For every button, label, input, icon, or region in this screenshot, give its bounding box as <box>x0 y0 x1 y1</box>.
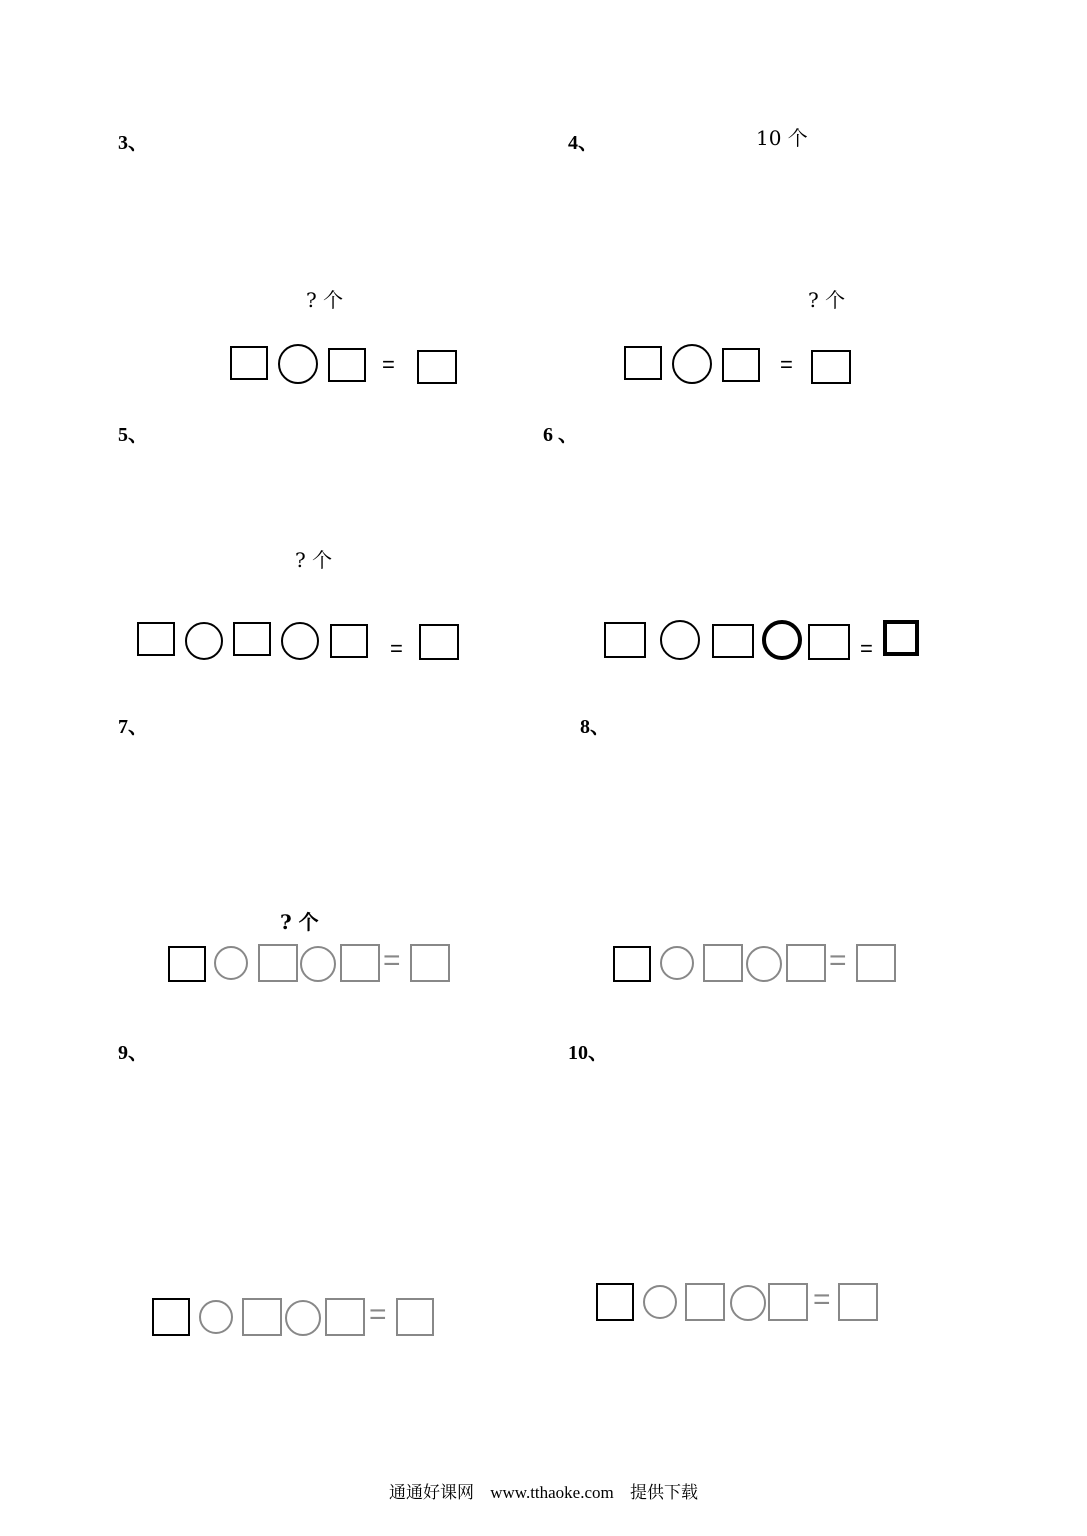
circle-icon <box>173 443 211 481</box>
smiley-face-icon <box>378 813 408 843</box>
answer-box[interactable] <box>712 624 754 658</box>
circle-icon <box>230 443 268 481</box>
problem-7-number: 7、 <box>118 716 148 738</box>
result-box[interactable] <box>417 350 457 384</box>
answer-box[interactable] <box>604 622 646 658</box>
circle-icon <box>419 479 457 517</box>
peach-icon <box>587 242 619 281</box>
answer-box[interactable] <box>624 346 662 380</box>
footer-site: 通通好课网 <box>389 1483 474 1503</box>
problem-4-count-label: ? 个 <box>808 288 846 312</box>
pie-icon <box>706 442 738 468</box>
pepper-icon <box>679 820 699 854</box>
star-icon <box>238 1134 274 1178</box>
answer-box[interactable] <box>340 944 380 982</box>
smiley-face-icon <box>422 780 452 810</box>
problem-10-number: 10、 <box>568 1042 608 1064</box>
circle-icon <box>136 479 174 517</box>
star-icon <box>281 1196 317 1240</box>
circle-icon <box>304 479 342 517</box>
operator-circle[interactable] <box>746 946 782 982</box>
apple-icon <box>399 128 445 190</box>
answer-box[interactable] <box>328 348 366 382</box>
peach-icon <box>624 194 656 233</box>
answer-box[interactable] <box>230 346 268 380</box>
circle-icon <box>681 1122 711 1152</box>
result-box[interactable] <box>856 944 896 982</box>
answer-box[interactable] <box>808 624 850 660</box>
circle-icon <box>267 479 305 517</box>
answer-box[interactable] <box>242 1298 282 1336</box>
operator-circle[interactable] <box>185 622 223 660</box>
answer-box[interactable] <box>768 1283 808 1321</box>
equals-sign: = <box>780 352 793 377</box>
circle-icon <box>230 479 268 517</box>
smiley-face-icon <box>303 780 333 810</box>
pepper-icon <box>658 820 678 854</box>
operator-circle[interactable] <box>278 344 318 384</box>
problem-3-number: 3、 <box>118 132 148 154</box>
operator-circle[interactable] <box>672 344 712 384</box>
answer-box[interactable] <box>685 1283 725 1321</box>
answer-box[interactable] <box>258 944 298 982</box>
star-icon <box>177 1134 213 1178</box>
equals-sign: = <box>382 352 395 377</box>
circle-icon <box>173 479 211 517</box>
answer-box[interactable] <box>330 624 368 658</box>
star-icon <box>281 1134 317 1178</box>
circle-icon <box>382 443 420 481</box>
peach-icon <box>624 242 656 281</box>
apple-icon <box>380 184 426 246</box>
problem-8-number: 8、 <box>580 716 610 738</box>
circle-icon <box>753 1221 783 1251</box>
problem-9-number: 9、 <box>118 1042 148 1064</box>
pie-icon <box>763 501 795 527</box>
pie-icon <box>649 442 681 468</box>
pie-icon <box>649 501 681 527</box>
answer-box[interactable] <box>596 1283 634 1321</box>
pie-icon <box>592 501 624 527</box>
answer-box[interactable] <box>233 622 271 656</box>
apple-icon <box>265 128 311 190</box>
problem-5-count-label: ? 个 <box>295 548 333 572</box>
circle-icon <box>136 443 174 481</box>
smiley-face-icon <box>216 780 246 810</box>
star-icon <box>177 1196 213 1240</box>
problem-3-count-label: ? 个 <box>306 288 344 312</box>
answer-box[interactable] <box>325 1298 365 1336</box>
apple-icon <box>221 126 267 188</box>
equals-sign: = <box>813 1283 831 1316</box>
star-icon <box>238 1196 274 1240</box>
problem-4-number: 4、 <box>568 132 598 154</box>
answer-box[interactable] <box>722 348 760 382</box>
square-icon <box>768 1124 798 1154</box>
operator-circle[interactable] <box>762 620 802 660</box>
pie-icon <box>876 503 908 529</box>
circle-icon <box>824 1207 854 1237</box>
problem-6-number: 6 、 <box>543 424 578 446</box>
result-box[interactable] <box>811 350 851 384</box>
operator-circle[interactable] <box>660 620 700 660</box>
peach-icon <box>587 194 619 233</box>
apple-icon <box>308 132 354 194</box>
result-box[interactable] <box>396 1298 434 1336</box>
apple-icon <box>429 182 475 244</box>
operator-circle[interactable] <box>199 1300 233 1334</box>
pepper-icon <box>835 822 855 856</box>
footer-url[interactable]: www.tthaoke.com <box>490 1483 614 1502</box>
answer-box[interactable] <box>613 946 651 982</box>
circle-icon <box>304 443 342 481</box>
circle-icon <box>382 479 420 517</box>
smiley-face-icon <box>156 780 186 810</box>
pepper-icon <box>811 820 831 854</box>
answer-box[interactable] <box>703 944 743 982</box>
result-box[interactable] <box>838 1283 878 1321</box>
apple-icon <box>289 186 335 248</box>
smiley-face-icon <box>141 813 171 843</box>
equals-sign: = <box>829 944 847 977</box>
smiley-face-icon <box>274 780 304 810</box>
equals-sign: = <box>390 636 403 661</box>
answer-box[interactable] <box>137 622 175 656</box>
operator-circle[interactable] <box>730 1285 766 1321</box>
smiley-face-icon <box>288 811 318 841</box>
smiley-face-icon <box>393 780 423 810</box>
apple-icon <box>175 132 221 194</box>
pie-icon <box>592 442 624 468</box>
operator-circle[interactable] <box>285 1300 321 1336</box>
smiley-face-icon <box>333 780 363 810</box>
operator-circle[interactable] <box>643 1285 677 1319</box>
smiley-face-icon <box>245 780 275 810</box>
answer-box[interactable] <box>786 944 826 982</box>
pepper-icon <box>821 854 841 888</box>
circle-icon <box>694 1171 724 1201</box>
result-box[interactable] <box>883 620 919 656</box>
equals-sign: = <box>369 1298 387 1331</box>
smiley-face-icon <box>171 813 201 843</box>
problem-4-total-label: 10 个 <box>756 126 808 150</box>
circle-icon <box>267 443 305 481</box>
answer-box[interactable] <box>152 1298 190 1336</box>
operator-circle[interactable] <box>660 946 694 980</box>
pie-icon <box>763 442 795 468</box>
smiley-face-icon <box>436 813 466 843</box>
circle-icon <box>455 443 493 481</box>
smiley-face-icon <box>407 813 437 843</box>
operator-circle[interactable] <box>281 622 319 660</box>
footer-note: 提供下载 <box>629 1483 698 1503</box>
smiley-face-icon <box>230 811 260 841</box>
smiley-face-icon <box>317 811 347 841</box>
equals-sign: = <box>383 944 401 977</box>
smiley-face-icon <box>259 811 289 841</box>
apple-icon <box>198 188 244 250</box>
circle-icon <box>813 1157 843 1187</box>
answer-box[interactable] <box>168 946 206 982</box>
square-icon <box>649 1184 679 1214</box>
equals-sign: = <box>860 636 873 661</box>
operator-circle[interactable] <box>300 946 336 982</box>
pie-icon <box>876 440 908 466</box>
pie-icon <box>706 501 738 527</box>
problem-5-number: 5、 <box>118 424 148 446</box>
operator-circle[interactable] <box>214 946 248 980</box>
apple-icon <box>155 188 201 250</box>
page-footer <box>0 1478 1087 1503</box>
circle-icon <box>419 443 457 481</box>
apple-icon <box>242 186 288 248</box>
result-box[interactable] <box>410 944 450 982</box>
problem-7-count-label: ? 个 <box>280 910 319 934</box>
result-box[interactable] <box>419 624 459 660</box>
circle-icon <box>677 1219 707 1249</box>
